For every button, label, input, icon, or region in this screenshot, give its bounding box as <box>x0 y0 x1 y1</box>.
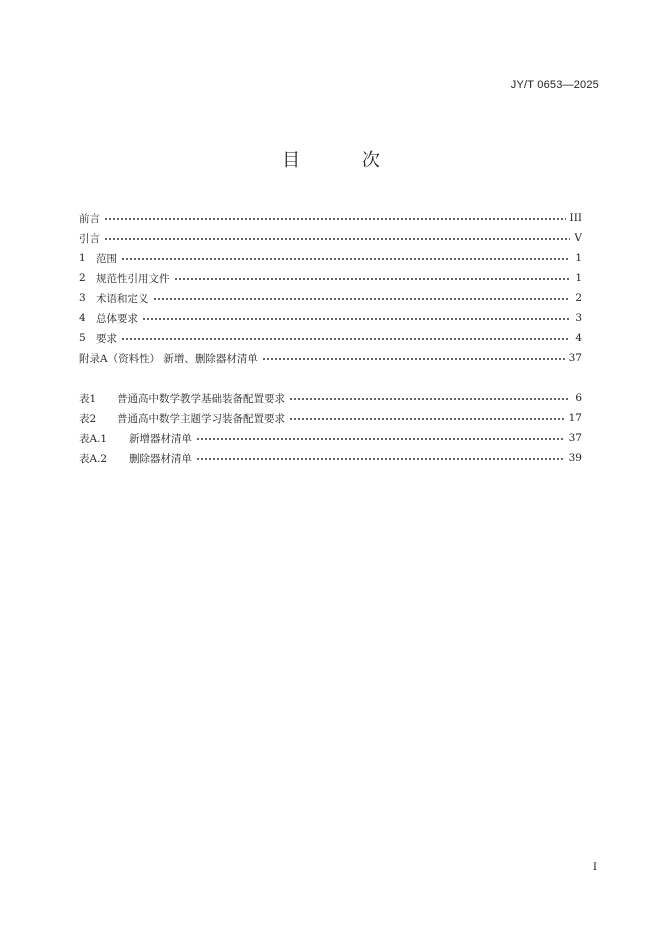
table-label: 删除器材清单 <box>129 452 192 465</box>
toc-section-number: 5 <box>79 332 86 344</box>
toc-label: 要求 <box>96 332 117 345</box>
dot-leader <box>174 278 571 280</box>
table-number: 表1 <box>79 392 97 405</box>
page-number: I <box>592 861 597 873</box>
toc-section-number: 4 <box>79 312 86 324</box>
toc-label: 附录A（资料性） 新增、删除器材清单 <box>79 352 258 365</box>
toc-page-number: 3 <box>575 312 582 324</box>
toc-entry-foreword[interactable] <box>79 208 582 228</box>
list-of-tables <box>79 388 582 468</box>
table-number: 表2 <box>79 412 97 425</box>
toc-entry-terms-definitions[interactable] <box>79 288 582 308</box>
table-of-contents <box>79 208 582 368</box>
toc-label: 术语和定义 <box>96 292 149 305</box>
toc-entry-requirements[interactable] <box>79 328 582 348</box>
toc-section-number: 2 <box>79 272 86 284</box>
toc-entry-general-requirements[interactable] <box>79 308 582 328</box>
toc-section-number: 3 <box>79 292 86 304</box>
toc-page-number: III <box>569 212 582 224</box>
toc-entry-normative-references[interactable] <box>79 268 582 288</box>
dot-leader <box>121 338 570 340</box>
toc-entry-annex-a[interactable] <box>79 348 582 368</box>
toc-label: 前言 <box>79 212 100 225</box>
toc-page-number: 1 <box>575 272 582 284</box>
toc-label: 总体要求 <box>96 312 138 325</box>
dot-leader <box>153 298 571 300</box>
table-label: 普通高中数学主题学习装备配置要求 <box>117 412 285 425</box>
toc-entry-scope[interactable] <box>79 248 582 268</box>
dot-leader <box>289 398 570 400</box>
dot-leader <box>289 418 565 420</box>
dot-leader <box>104 218 566 220</box>
document-code: JY/T 0653—2025 <box>510 79 599 91</box>
table-entry-a2[interactable] <box>79 448 582 468</box>
dot-leader <box>262 358 565 360</box>
table-number: 表A.2 <box>79 452 108 465</box>
dot-leader <box>142 318 570 320</box>
table-label: 普通高中数学教学基础装备配置要求 <box>117 392 285 405</box>
table-entry-1[interactable] <box>79 388 582 408</box>
table-page-number: 17 <box>568 412 582 424</box>
table-page-number: 6 <box>575 392 582 404</box>
toc-page-number: 2 <box>575 292 582 304</box>
dot-leader <box>121 258 570 260</box>
table-label: 新增器材清单 <box>129 432 192 445</box>
toc-section-number: 1 <box>79 252 86 264</box>
toc-page-number: 37 <box>568 352 582 364</box>
toc-page-number: V <box>574 232 582 244</box>
table-page-number: 37 <box>568 432 582 444</box>
toc-label: 范围 <box>96 252 117 265</box>
table-page-number: 39 <box>568 452 582 464</box>
dot-leader <box>196 438 565 440</box>
toc-page-number: 4 <box>575 332 582 344</box>
dot-leader <box>196 458 565 460</box>
table-entry-a1[interactable] <box>79 428 582 448</box>
table-entry-2[interactable] <box>79 408 582 428</box>
toc-label: 引言 <box>79 232 100 245</box>
page-title: 目 次 <box>282 150 408 171</box>
toc-page-number: 1 <box>575 252 582 264</box>
table-number: 表A.1 <box>79 432 108 445</box>
toc-entry-introduction[interactable] <box>79 228 582 248</box>
dot-leader <box>104 238 570 240</box>
toc-label: 规范性引用文件 <box>96 272 170 285</box>
